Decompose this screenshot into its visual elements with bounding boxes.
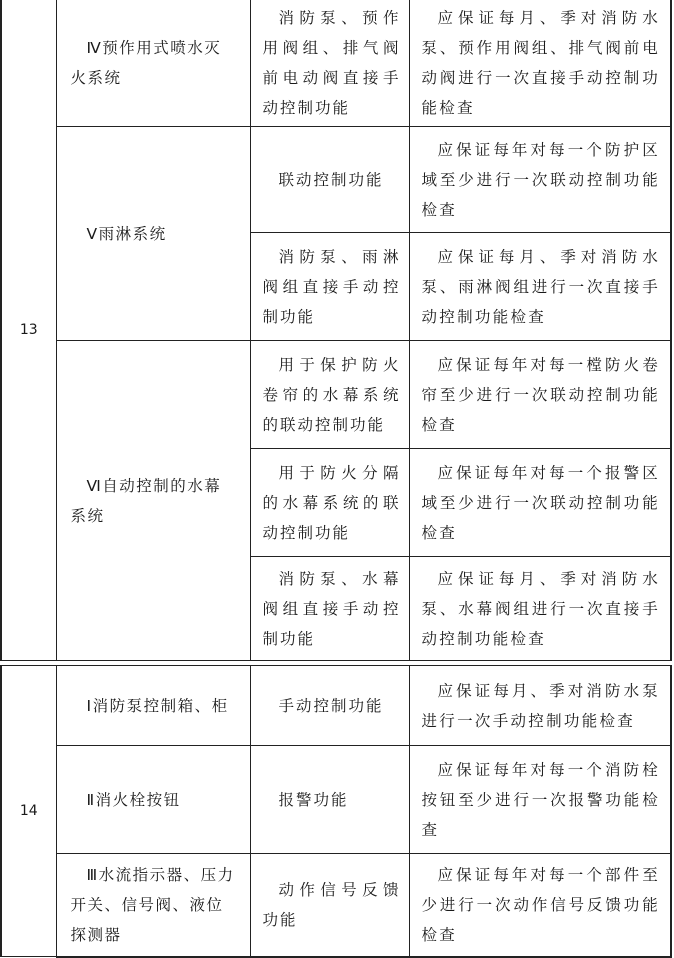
function-name: 用于防火分隔的水幕系统的联动控制功能 (250, 449, 409, 557)
requirement-text: 应保证每年对每一个报警区域至少进行一次联动控制功能检查 (409, 449, 671, 557)
requirement-text: 应保证每年对每一个部件至少进行一次动作信号反馈功能检查 (409, 854, 671, 957)
table-row (1, 746, 671, 854)
requirement-text: 应保证每年对每一樘防火卷帘至少进行一次联动控制功能检查 (409, 341, 671, 449)
table-row (1, 854, 671, 957)
table-row (1, 127, 671, 233)
system-name: Ⅵ自动控制的水幕系统 (56, 341, 250, 661)
function-name: 联动控制功能 (250, 127, 409, 233)
system-name: Ⅱ消火栓按钮 (56, 746, 250, 854)
requirement-text: 应保证每月、季对消防水泵、雨淋阀组进行一次直接手动控制功能检查 (409, 233, 671, 341)
table-row (1, 341, 671, 449)
system-name: Ⅲ水流指示器、压力开关、信号阀、液位探测器 (56, 854, 250, 957)
function-name: 用于保护防火卷帘的水幕系统的联动控制功能 (250, 341, 409, 449)
requirement-text: 应保证每年对每一个消防栓按钮至少进行一次报警功能检查 (409, 746, 671, 854)
requirement-text: 应保证每月、季对消防水泵进行一次手动控制功能检查 (409, 666, 671, 746)
function-name: 手动控制功能 (250, 666, 409, 746)
table-row (1, 666, 671, 746)
function-name: 消防泵、预作用阀组、排气阀前电动阀直接手动控制功能 (250, 0, 409, 127)
item-number: 14 (1, 666, 56, 957)
item-number: 13 (1, 0, 56, 661)
requirement-text: 应保证每月、季对消防水泵、预作用阀组、排气阀前电动阀进行一次直接手动控制功能检查 (409, 0, 671, 127)
requirement-text: 应保证每年对每一个防护区域至少进行一次联动控制功能检查 (409, 127, 671, 233)
function-name: 消防泵、水幕阀组直接手动控制功能 (250, 557, 409, 661)
system-name: Ⅴ雨淋系统 (56, 127, 250, 341)
function-name: 动作信号反馈功能 (250, 854, 409, 957)
system-name: Ⅰ消防泵控制箱、柜 (56, 666, 250, 746)
function-name: 报警功能 (250, 746, 409, 854)
function-name: 消防泵、雨淋阀组直接手动控制功能 (250, 233, 409, 341)
system-name: Ⅳ预作用式喷水灭火系统 (56, 0, 250, 127)
requirement-text: 应保证每月、季对消防水泵、水幕阀组进行一次直接手动控制功能检查 (409, 557, 671, 661)
table-row (1, 0, 671, 127)
